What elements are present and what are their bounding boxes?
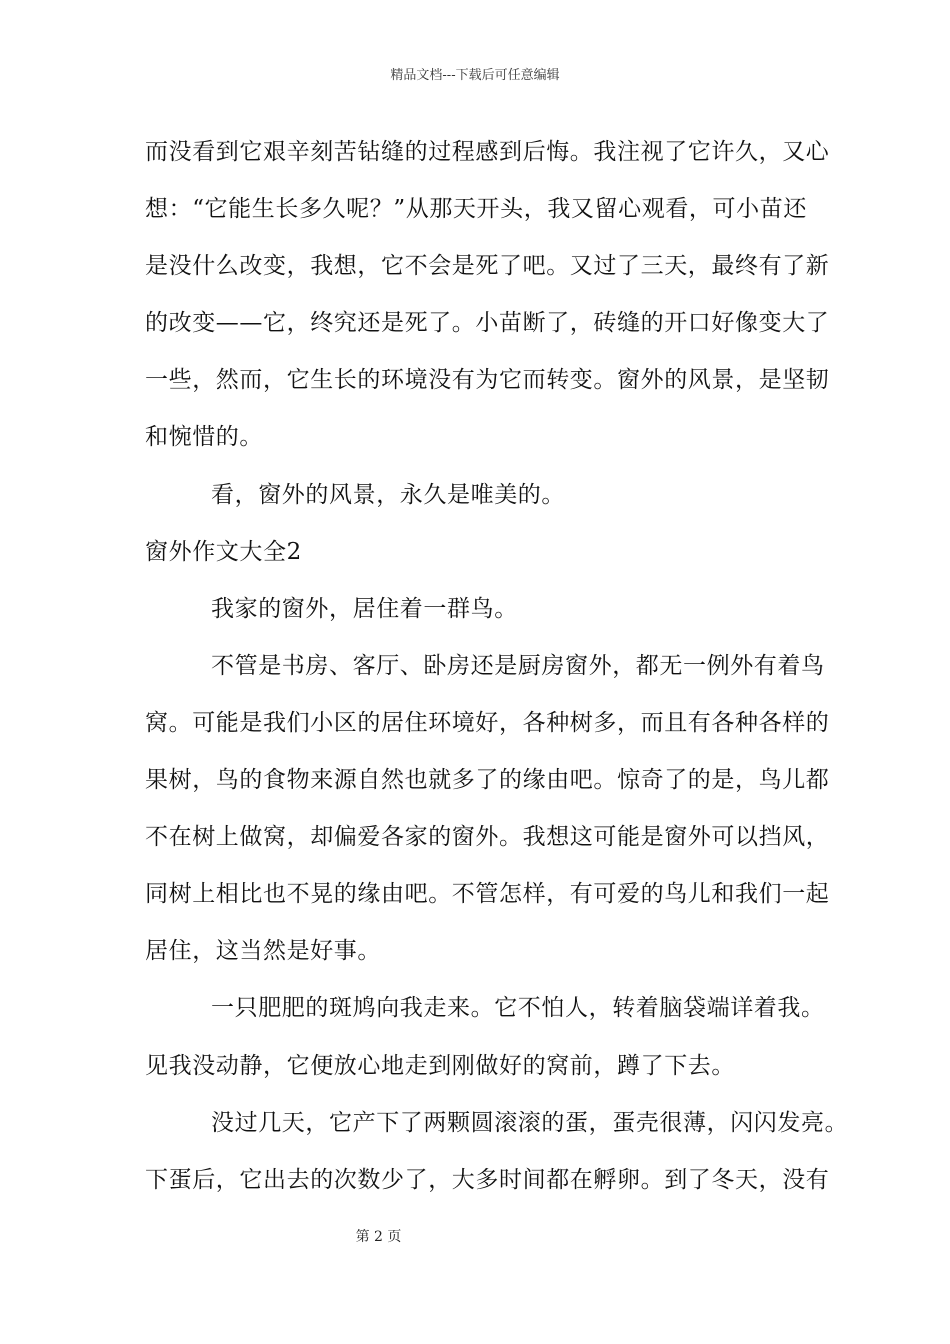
text-line: 而没看到它艰辛刻苦钻缝的过程感到后悔。我注视了它许久，又心 xyxy=(145,139,830,165)
text-line: 不在树上做窝，却偏爱各家的窗外。我想这可能是窗外可以挡风， xyxy=(145,824,830,851)
section-heading: 窗外作文大全2 xyxy=(145,538,302,565)
text-line: 果树，鸟的食物来源自然也就多了的缘由吧。惊奇了的是，鸟儿都 xyxy=(145,767,830,794)
paragraph-line: 看，窗外的风景，永久是唯美的。 xyxy=(211,481,565,508)
text-line: 同树上相比也不晃的缘由吧。不管怎样，有可爱的鸟儿和我们一起 xyxy=(145,881,830,908)
text-line: 见我没动静，它便放心地走到刚做好的窝前，蹲了下去。 xyxy=(145,1052,735,1079)
text-line: 的改变——它，终究还是死了。小苗断了，砖缝的开口好像变大了 xyxy=(145,310,830,337)
text-line: 是没什么改变，我想，它不会是死了吧。又过了三天，最终有了新 xyxy=(145,253,830,280)
paragraph-line: 不管是书房、客厅、卧房还是厨房窗外，都无一例外有着鸟 xyxy=(211,652,825,679)
text-line: 窝。可能是我们小区的居住环境好，各种树多，而且有各种各样的 xyxy=(145,709,830,736)
text-line: 居住，这当然是好事。 xyxy=(145,938,381,965)
paragraph-line: 我家的窗外，居住着一群鸟。 xyxy=(211,595,518,622)
text-line: 想：“它能生长多久呢？”从那天开头，我又留心观看，可小苗还 xyxy=(145,196,807,223)
paragraph-line: 一只肥肥的斑鸠向我走来。它不怕人，转着脑袋端详着我。 xyxy=(211,995,825,1022)
text-line: 下蛋后，它出去的次数少了，大多时间都在孵卵。到了冬天，没有 xyxy=(145,1166,830,1193)
text-line: 一些，然而，它生长的环境没有为它而转变。窗外的风景，是坚韧 xyxy=(145,367,830,394)
document-body xyxy=(145,130,849,1215)
page-header: 精品文档---下载后可任意编辑 xyxy=(390,68,560,83)
text-line: 和惋惜的。 xyxy=(145,424,263,451)
paragraph-line: 没过几天，它产下了两颗圆滚滚的蛋，蛋壳很薄，闪闪发亮。 xyxy=(211,1109,849,1136)
page-number: 第 2 页 xyxy=(355,1229,402,1245)
